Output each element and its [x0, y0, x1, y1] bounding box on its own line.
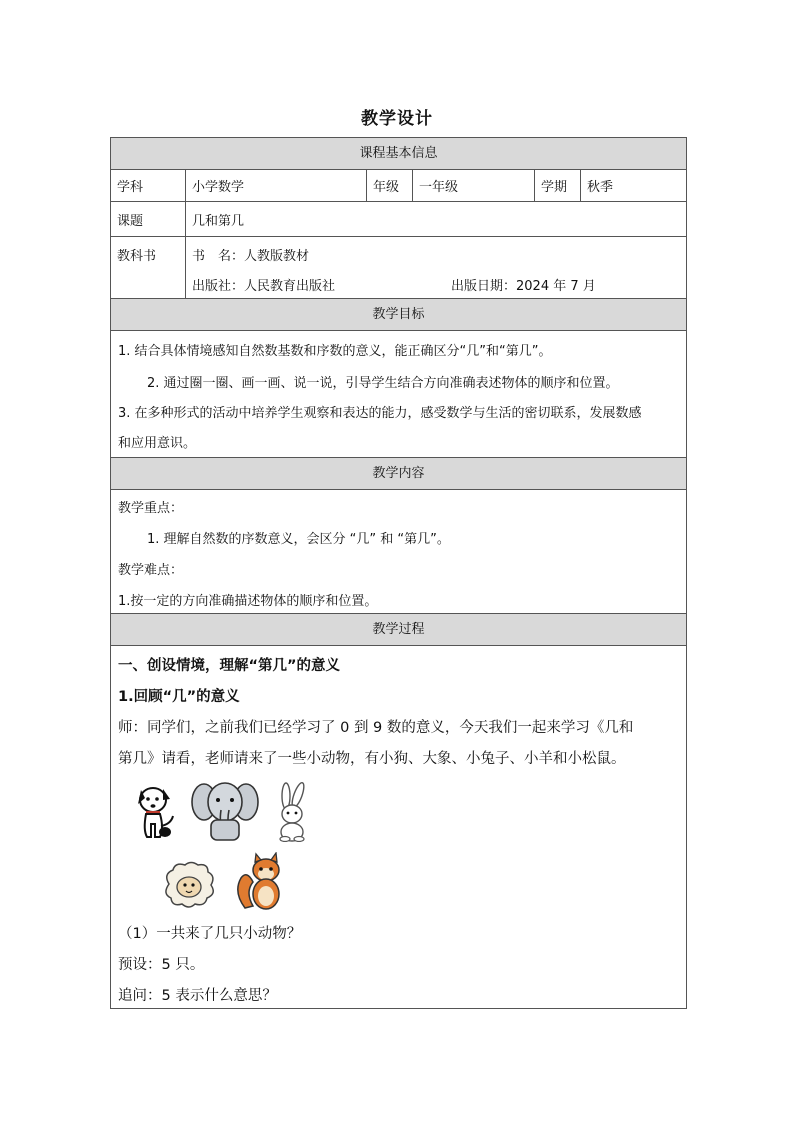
- sheep-icon: [161, 860, 217, 910]
- difficulty-label: 教学难点：: [118, 563, 184, 578]
- term-value: 秋季: [587, 180, 614, 195]
- grade-label: 年级: [367, 170, 413, 201]
- goals-block: [111, 331, 686, 458]
- difficulty-point: 1.按一定的方向准确描述物体的顺序和位置。: [118, 594, 378, 609]
- process-heading-2: 1.回顾“几”的意义: [118, 689, 240, 705]
- topic-label: 课题: [111, 202, 186, 236]
- section-content: 教学内容: [111, 458, 686, 490]
- goal-3-cont: 和应用意识。: [118, 436, 197, 451]
- section-process: 教学过程: [111, 614, 686, 646]
- textbook-book-name: 书 名：人教版教材: [192, 249, 310, 264]
- row-subject-grade-term: [111, 170, 686, 202]
- question-1: （1）一共来了几只小动物？: [118, 926, 302, 942]
- subject-label: 学科: [111, 170, 186, 201]
- textbook-pub-date: 出版日期：2024 年 7 月: [451, 279, 596, 294]
- topic-value: 几和第几: [192, 213, 245, 229]
- subject-value: 小学数学: [186, 170, 367, 201]
- row-textbook: [111, 237, 686, 299]
- content-block: [111, 490, 686, 614]
- lesson-plan-table: [110, 137, 687, 1009]
- process-paragraph-line-2: 第几》请看，老师请来了一些小动物，有小狗、大象、小兔子、小羊和小松鼠。: [118, 751, 626, 767]
- grade-value: 一年级: [413, 170, 535, 201]
- textbook-info: [186, 237, 686, 298]
- document-title: 教学设计: [361, 109, 433, 129]
- dog-icon: [133, 780, 177, 840]
- row-topic: [111, 202, 686, 237]
- process-paragraph-line-1: 师：同学们，之前我们已经学习了 0 到 9 数的意义，今天我们一起来学习《几和: [118, 720, 634, 736]
- process-block: [111, 646, 686, 1008]
- key-point-label: 教学重点：: [118, 501, 184, 516]
- key-point: 1. 理解自然数的序数意义，会区分 “几” 和 “第几”。: [147, 532, 450, 547]
- term-label: 学期: [535, 170, 581, 201]
- rabbit-icon: [273, 782, 313, 842]
- elephant-icon: [191, 776, 259, 842]
- answer-1: 预设：5 只。: [118, 957, 205, 973]
- section-basic-info: 课程基本信息: [111, 138, 686, 170]
- textbook-label: 教科书: [111, 237, 186, 298]
- question-2: 追问：5 表示什么意思？: [118, 988, 277, 1004]
- goal-2: 2. 通过圈一圈、画一画、说一说，引导学生结合方向准确表述物体的顺序和位置。: [147, 376, 619, 391]
- process-heading-1: 一、创设情境，理解“第几”的意义: [118, 658, 341, 674]
- section-goals: 教学目标: [111, 299, 686, 331]
- squirrel-icon: [235, 852, 287, 912]
- goal-3: 3. 在多种形式的活动中培养学生观察和表达的能力，感受数学与生活的密切联系，发展数感: [118, 406, 642, 421]
- goal-1: 1. 结合具体情境感知自然数基数和序数的意义，能正确区分“几”和“第几”。: [118, 344, 552, 359]
- textbook-publisher: 出版社：人民教育出版社: [192, 279, 336, 294]
